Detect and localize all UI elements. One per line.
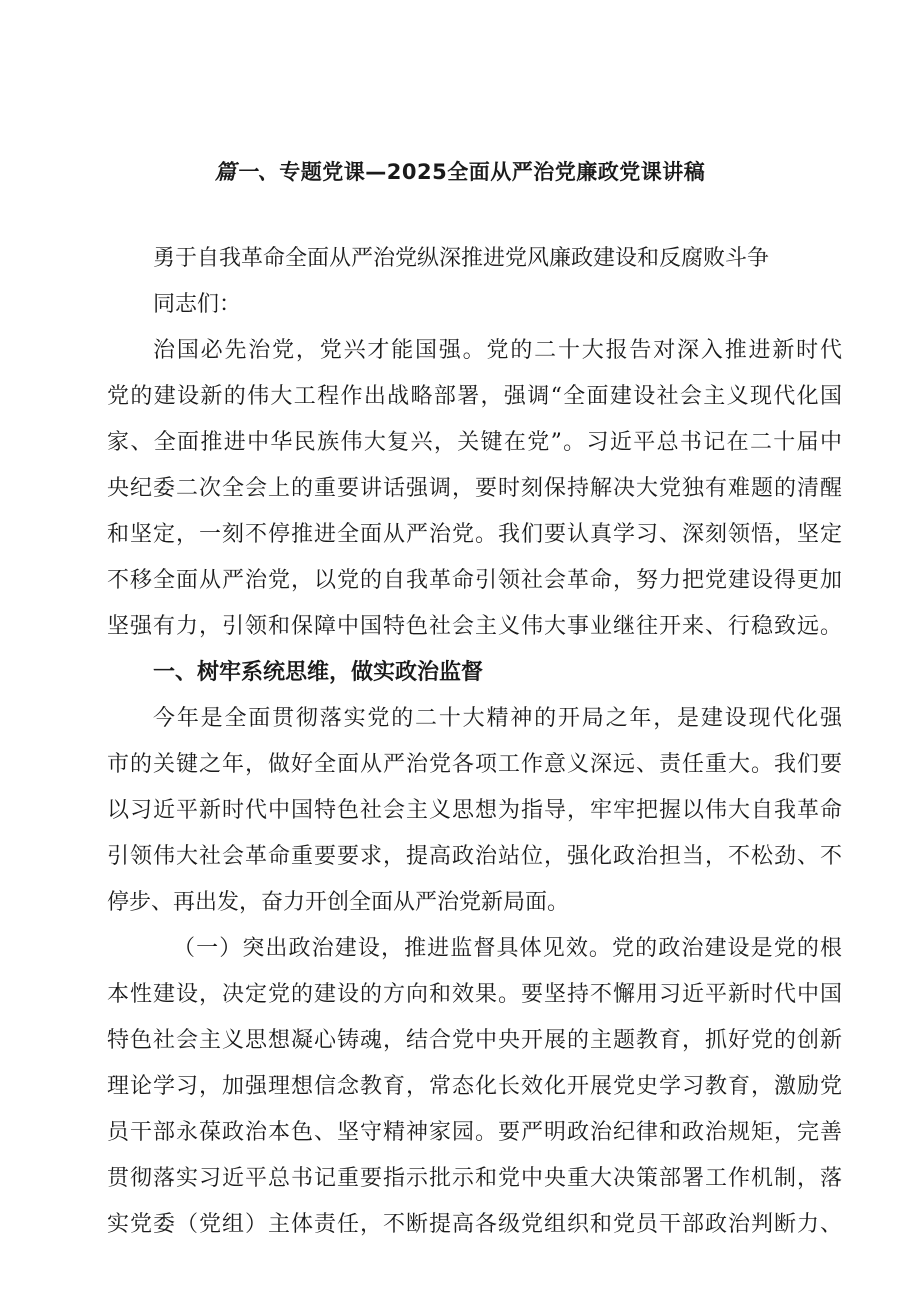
paragraph-line: 停步、再出发，奋力开创全面从严治党新局面。	[107, 890, 570, 915]
paragraph-line: 和坚定，一刻不停推进全面从严治党。我们要认真学习、深刻领悟，坚定	[107, 522, 842, 547]
paragraph-line: 家、全面推进中华民族伟大复兴，关键在党”。习近平总书记在二十届中	[107, 430, 842, 455]
greeting: 同志们：	[153, 292, 242, 317]
paragraph-line: 员干部永葆政治本色、坚守精神家园。要严明政治纪律和政治规矩，完善	[107, 1120, 842, 1145]
paragraph-line: （一）突出政治建设，推进监督具体见效。党的政治建设是党的根	[173, 936, 842, 961]
paragraph-subsection1	[107, 926, 842, 1248]
section-heading: 一、树牢系统思维，做实政治监督	[153, 660, 484, 685]
paragraph-line: 党的建设新的伟大工程作出战略部署，强调“全面建设社会主义现代化国	[107, 384, 842, 409]
paragraph-line: 贯彻落实习近平总书记重要指示批示和党中央重大决策部署工作机制，落	[107, 1166, 842, 1191]
title-main: 专题党课—2025全面从严治党廉政党课讲稿	[279, 160, 706, 184]
subtitle: 勇于自我革命全面从严治党纵深推进党风廉政建设和反腐败斗争	[153, 246, 770, 271]
paragraph-line: 实党委（党组）主体责任，不断提高各级党组织和党员干部政治判断力、	[107, 1212, 842, 1237]
paragraph-line: 央纪委二次全会上的重要讲话强调，要时刻保持解决大党独有难题的清醒	[107, 476, 842, 501]
paragraph-line: 理论学习，加强理想信念教育，常态化长效化开展党史学习教育，激励党	[107, 1074, 842, 1099]
paragraph-line: 特色社会主义思想凝心铸魂，结合党中央开展的主题教育，抓好党的创新	[107, 1028, 842, 1053]
paragraph-line: 引领伟大社会革命重要要求，提高政治站位，强化政治担当，不松劲、不	[107, 844, 842, 869]
paragraph-line: 市的关键之年，做好全面从严治党各项工作意义深远、责任重大。我们要	[107, 752, 842, 777]
paragraph-section1	[107, 696, 842, 926]
paragraph-line: 本性建设，决定党的建设的方向和效果。要坚持不懈用习近平新时代中国	[107, 982, 842, 1007]
title-prefix: 篇一、	[214, 160, 280, 184]
paragraph-line: 治国必先治党，党兴才能国强。党的二十大报告对深入推进新时代	[153, 338, 842, 363]
document-body	[107, 236, 842, 1248]
paragraph-line: 以习近平新时代中国特色社会主义思想为指导，牢牢把握以伟大自我革命	[107, 798, 842, 823]
paragraph-line: 今年是全面贯彻落实党的二十大精神的开局之年，是建设现代化强	[153, 706, 842, 731]
document-title	[0, 150, 920, 194]
paragraph-intro	[107, 328, 842, 650]
paragraph-line: 坚强有力，引领和保障中国特色社会主义伟大事业继往开来、行稳致远。	[107, 614, 842, 639]
paragraph-line: 不移全面从严治党，以党的自我革命引领社会革命，努力把党建设得更加	[107, 568, 842, 593]
